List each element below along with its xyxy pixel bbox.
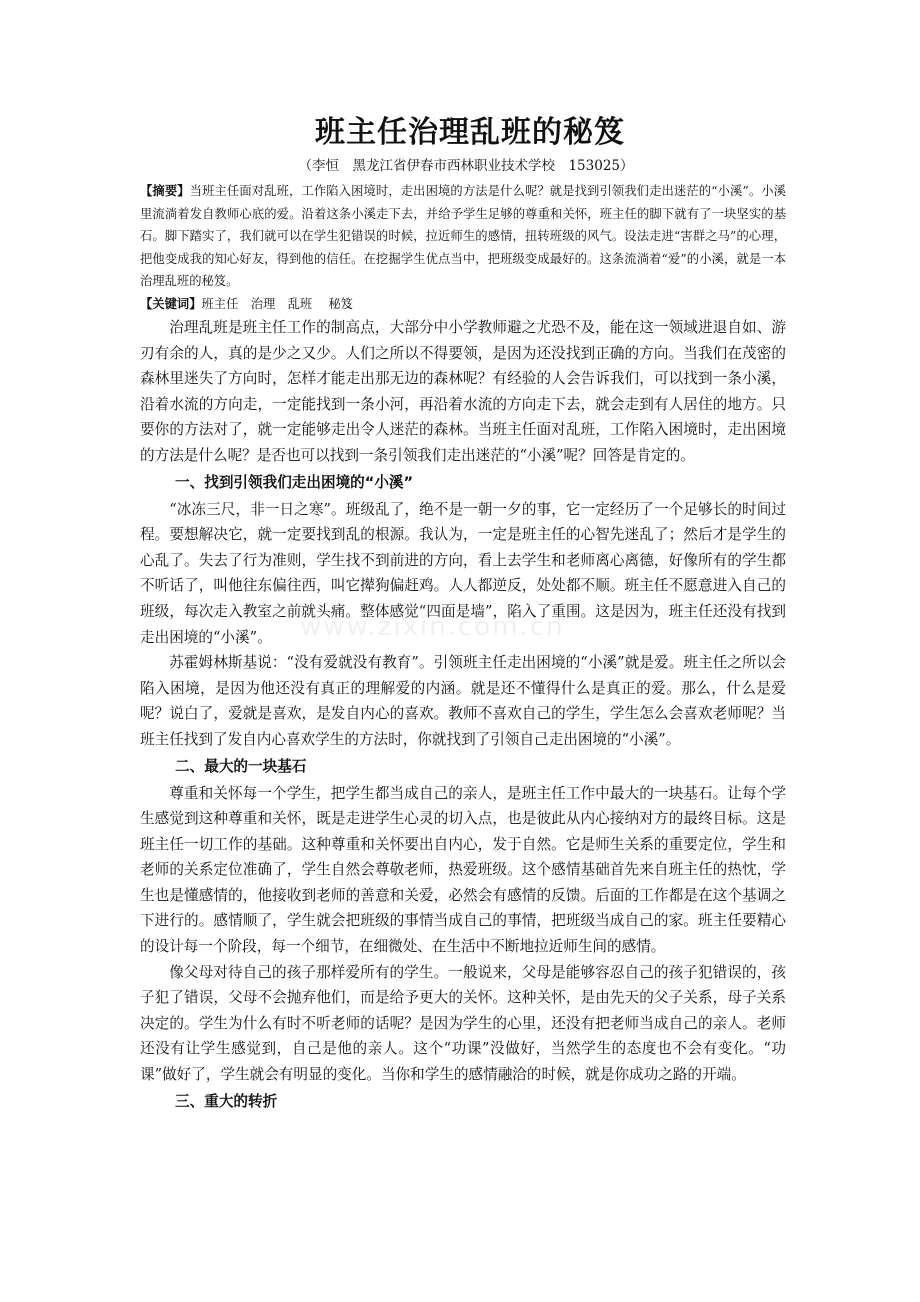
watermark: www.zixin.com.cn [300, 612, 565, 642]
abstract [140, 180, 786, 293]
document-title: 班主任治理乱班的秘笈 [315, 115, 625, 150]
keywords-text: 班主任 治理 乱班 秘笈 [201, 296, 353, 311]
author-line: （李恒 黑龙江省伊春市西林职业技术学校 153025） [298, 158, 634, 174]
paragraph-intro: 治理乱班是班主任工作的制高点，大部分中小学教师避之尤恐不及，能在这一领域进退自如、游刃有余的人，真的是少之又少。人们之所以不得要领，是因为还没找到正确的方向。当我们在茂密的森林里迷失了方向时，怎样才能走出那无边的森林呢？有经验的人会告诉我们，可以找到一条小溪，沿着水流的方向走，一定能找到一条小河，再沿着水流的方向走下去，就会走到有人居住的地方。只要你的方法对了，就一定能够走出令人迷茫的森林。当班主任面对乱班，工作陷入困境时，走出困境的方法是什么呢？是否也可以找到一条引领我们走出迷茫的“小溪”呢？回答是肯定的。 [140, 319, 786, 464]
paragraph-s2-2: 像父母对待自己的孩子那样爱所有的学生。一般说来，父母是能够容忍自己的孩子犯错误的，孩子犯了错误，父母不会抛弃他们，而是给予更大的关怀。这种关怀，是由先天的父子关系，母子关系决定的。学生为什么有时不听老师的话呢？是因为学生的心里，还没有把老师当成自己的亲人。老师还没有让学生感觉到，自己是他的亲人。这个“功课”没做好，当然学生的态度也不会有变化。“功课”做好了，学生就会有明显的变化。当你和学生的感情融洽的时候，就是你成功之路的开端。 [140, 963, 786, 1084]
keywords-label: 【关键词】 [140, 295, 202, 311]
document-page [140, 112, 786, 1116]
paragraph-s1-1: “冰冻三尺，非一日之寒”。班级乱了，绝不是一朝一夕的事，它一定经历了一个足够长的时间过程。要想解决它，就一定要找到乱的根源。我认为，一定是班主任的心智先迷乱了；然后才是学生的心乱了。失去了行为准则，学生找不到前进的方向，看上去学生和老师离心离德，好像所有的学生都不听话了，叫他往东偏往西，叫它撵狗偏赶鸡。人人都逆反，处处都不顺。班主任不愿意进入自己的班级，每次走入教室之前就头痛。整体感觉“四面是墙”，陷入了重围。这是因为，班主任还没有找到走出困境的“小溪”。 [140, 500, 786, 646]
section-heading-3: 三、重大的转折 [175, 1092, 278, 1110]
abstract-label: 【摘要】 [140, 183, 190, 198]
paragraph-s1-2: 苏霍姆林斯基说：“没有爱就没有教育”。引领班主任走出困境的“小溪”就是爱。班主任之所以会陷入困境，是因为他还没有真正的理解爱的内涵。就是还不懂得什么是真正的爱。那么，什么是爱呢？说白了，爱就是喜欢，是发自内心的喜欢。教师不喜欢自己的学生，学生怎么会喜欢老师呢？当班主任找到了发自内心喜欢学生的方法时，你就找到了引领自己走出困境的“小溪”。 [140, 654, 786, 748]
document-body [140, 315, 786, 1115]
section-heading-2: 二、最大的一块基石 [175, 757, 307, 775]
abstract-text: 当班主任面对乱班，工作陷入困境时，走出困境的方法是什么呢？就是找到引领我们走出迷茫的“小溪”。小溪里流淌着发自教师心底的爱。沿着这条小溪走下去，并给予学生足够的尊重和关怀，班主任的脚下就有了一块坚实的基石。脚下踏实了，我们就可以在学生犯错误的时候，拉近师生的感情，扭转班级的风气。设法走进“害群之马”的心理，把他变成我的知心好友，得到他的信任。在挖掘学生优点当中，把班级变成最好的。这条流淌着“爱”的小溪，就是一本治理乱班的秘笈。 [140, 184, 786, 288]
keywords [140, 293, 786, 316]
section-heading-1: 一、找到引领我们走出困境的“小溪” [175, 473, 414, 491]
paragraph-s2-1: 尊重和关怀每一个学生，把学生都当成自己的亲人，是班主任工作中最大的一块基石。让每个学生感觉到这种尊重和关怀，既是走进学生心灵的切入点，也是彼此从内心接纳对方的最终目标。这是班主任一切工作的基础。这种尊重和关怀要出自内心，发于自然。它是师生关系的重要定位，学生和老师的关系定位准确了，学生自然会尊敬老师，热爱班级。这个感情基础首先来自班主任的热忱，学生也是懂感情的，他接收到老师的善意和关爱，必然会有感情的反馈。后面的工作都是在这个基调之下进行的。感情顺了，学生就会把班级的事情当成自己的事情，把班级当成自己的家。班主任要精心的设计每一个阶段，每一个细节，在细微处、在生活中不断地拉近师生间的感情。 [140, 784, 786, 956]
